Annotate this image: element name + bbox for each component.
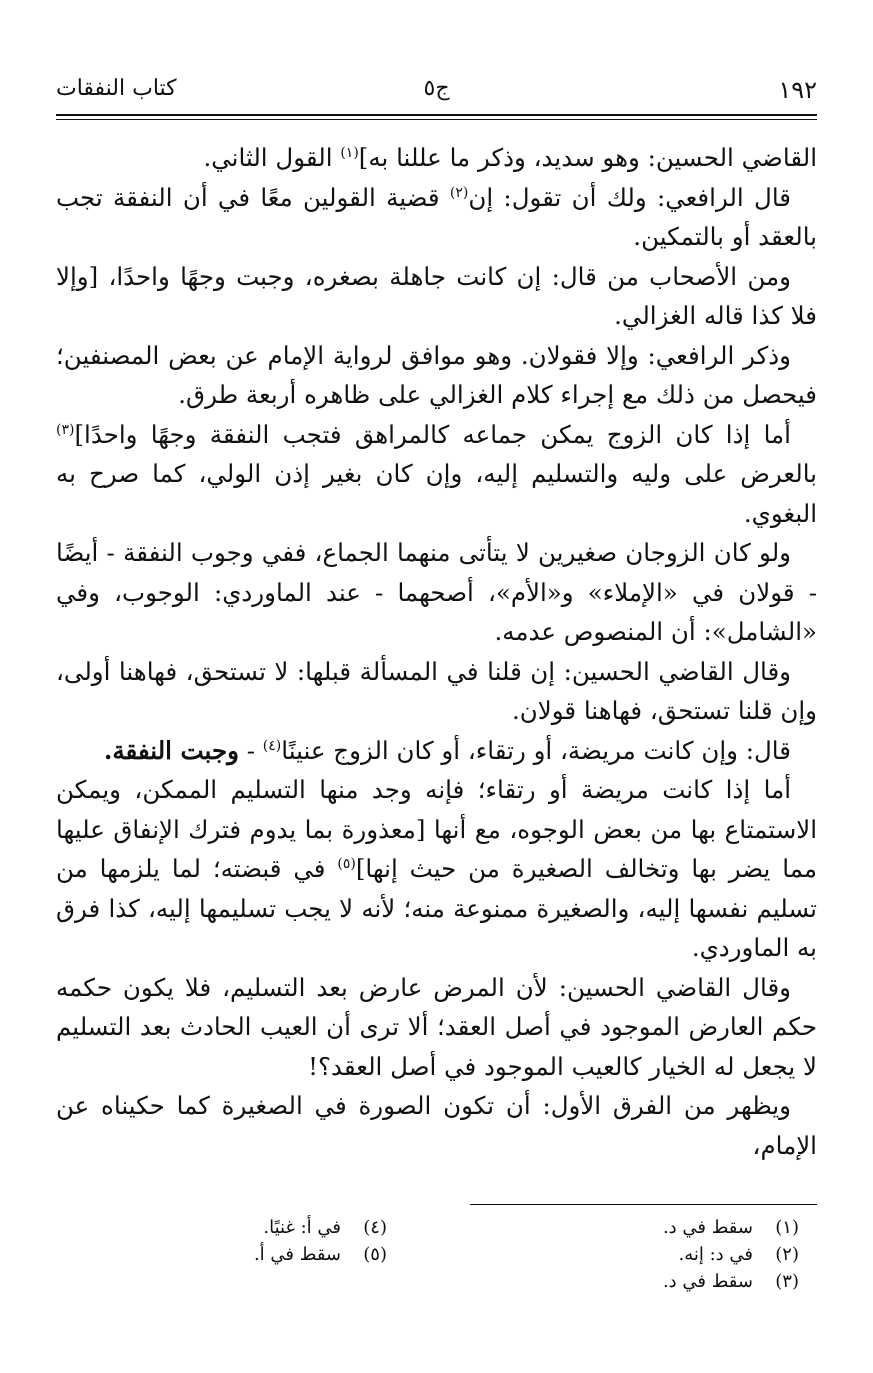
footnote: (١)سقط في د. [662,1217,799,1238]
paragraph: ويظهر من الفرق الأول: أن تكون الصورة في الصغيرة كما حكيناه عن الإمام، [56,1091,817,1160]
page-header [56,76,817,110]
footnote-ref: (٥) [337,855,356,872]
paragraph: وذكر الرافعي: وإلا فقولان. وهو موافق لرواية الإمام عن بعض المصنفين؛ فيحصل من ذلك مع إجراء كلام الغزالي على ظاهره أربعة طرق. [56,340,817,409]
footnote-ref: (٢) [449,184,469,201]
footnote-column-left [27,1214,387,1268]
paragraph: قال الرافعي: ولك أن تقول: إن$^{(٢)}$ قضية القولين معًا في أن النفقة تجب بالعقد أو بالتمكين. [56,182,817,251]
footnote-ref: (١) [340,144,359,161]
footnote-ref: (٣) [56,421,75,438]
paragraph: قال: وإن كانت مريضة، أو رتقاء، أو كان الزوج عنينًا$^{(٤)}$ - وجبت النفقة. [103,735,791,765]
header-rule-thick [56,114,817,116]
footnote: (٥)سقط في أ. [253,1244,387,1265]
footnote-ref: (٤) [262,737,282,754]
header-rule-thin [56,119,817,120]
paragraph: وقال القاضي الحسين: لأن المرض عارض بعد التسليم، فلا يكون حكمه حكم العارض الموجود في أصل العقد؛ ألا ترى أن العيب الحادث بعد التسليم لا يجعل له الخيار كالعيب الموجود في أصل العقد؟! [56,972,817,1081]
main-text [56,138,817,1165]
footnote: (٤)في أ: غنيًا. [263,1217,387,1238]
book-title: كتاب النفقات [56,76,177,101]
matn-bold-text: وجبت النفقة. [103,735,239,765]
footnote: (٣)سقط في د. [662,1271,799,1292]
paragraph: ومن الأصحاب من قال: إن كانت جاهلة بصغره، وجبت وجهًا واحدًا، [وإلا فلا كذا قاله الغزالي. [56,261,817,330]
paragraph: أما إذا كان الزوج يمكن جماعه كالمراهق فتجب النفقة وجهًا واحدًا]$^{(٣)}$ بالعرض على وليه والتسليم إليه، وإن كان بغير إذن الولي، كما صرح به البغوي. [56,419,817,528]
footnote-column-right [439,1214,799,1295]
paragraph: ولو كان الزوجان صغيرين لا يتأتى منهما الجماع، ففي وجوب النفقة - أيضًا - قولان في «الإملاء» و«الأم»، أصحهما - عند الماوردي: الوجوب، وفي «الشامل»: أن المنصوص عدمه. [56,538,817,646]
paragraph: أما إذا كانت مريضة أو رتقاء؛ فإنه وجد منها التسليم الممكن، ويمكن الاستمتاع بها من بعض الوجوه، مع أنها [معذورة بما يدوم فترك الإنفاق عليها مما يضر بها وتخالف الصغيرة من حيث إنها]$^{(٥)}$ في قبضته؛ لما يلزمها من تسليم نفسها إليه، والصغيرة ممنوعة منه؛ لأنه لا يجب تسليمها إليه، كذا فرق به الماوردي. [56,775,817,962]
footnote-rule [470,1204,817,1205]
paragraph: وقال القاضي الحسين: إن قلنا في المسألة قبلها: لا تستحق، فهاهنا أولى، وإن قلنا تستحق، فهاهنا قولان. [56,656,817,725]
volume-number: ج٥ [423,76,450,101]
page-number: ١٩٢ [778,76,817,104]
footnote: (٢)في د: إنه. [678,1244,799,1265]
paragraph: القاضي الحسين: وهو سديد، وذكر ما عللنا به]$^{(١)}$ القول الثاني. [203,143,817,172]
